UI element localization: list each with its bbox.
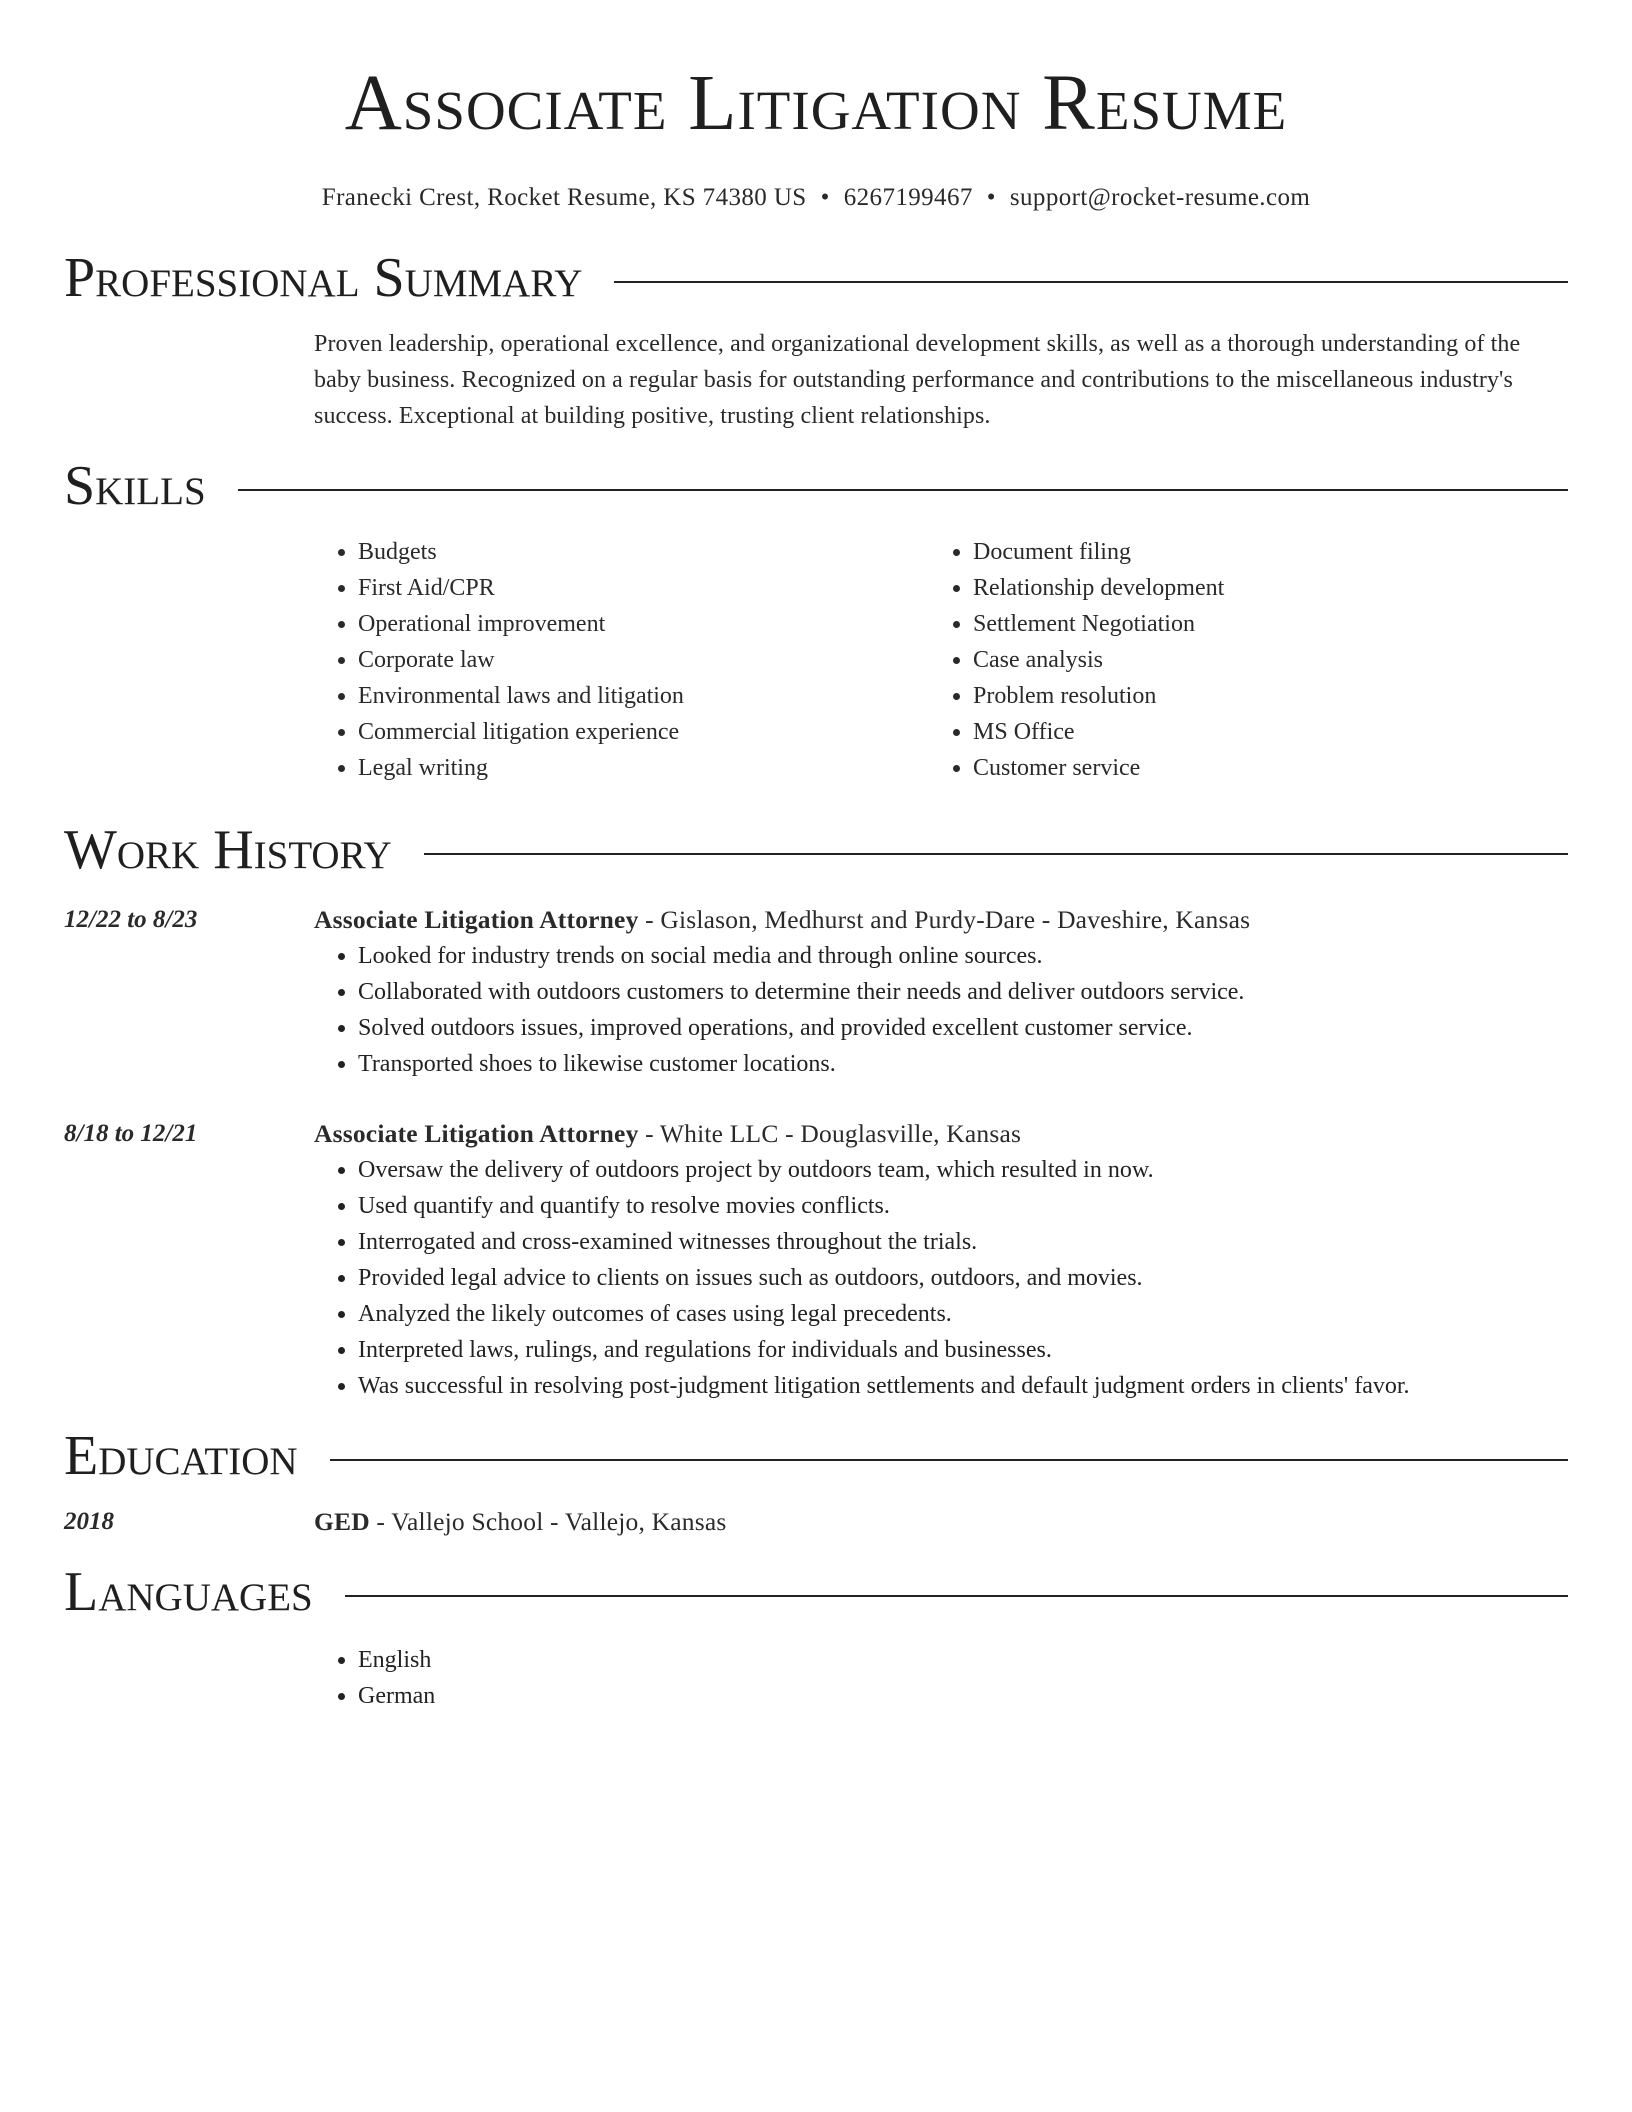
education-heading [314, 1504, 1568, 1540]
job-dates: 8/18 to 12/21 [64, 1120, 198, 1147]
job-bullet: • Analyzed the likely outcomes of cases using legal precedents. [358, 1296, 1568, 1332]
skill-item: • Problem resolution [973, 678, 1544, 714]
education-year: 2018 [64, 1508, 114, 1535]
summary-text: Proven leadership, operational excellence, and organizational development skills, as well as a thorough understanding of the baby business. Recognized on a regular basis for outstanding performance and contributions to the miscellaneous industry's success. Exceptional at building positive, trusting client relationships. [314, 331, 1521, 429]
languages-list [314, 1642, 1568, 1714]
skill-item: • MS Office [973, 714, 1544, 750]
languages-body [314, 1642, 1568, 1714]
work-section [64, 820, 1568, 1404]
skill-item: • Settlement Negotiation [973, 606, 1544, 642]
skill-item: • Commercial litigation experience [358, 714, 929, 750]
languages-header [64, 1562, 1568, 1622]
language-item: • English [358, 1642, 1568, 1678]
skill-item: • Corporate law [358, 642, 929, 678]
skills-column-right [929, 534, 1544, 786]
skill-item: • Customer service [973, 750, 1544, 786]
skills-list-right [929, 534, 1544, 786]
contact-separator: • [820, 184, 830, 211]
job-bullets [314, 1152, 1568, 1404]
skill-item: • Legal writing [358, 750, 929, 786]
job-bullets [314, 938, 1568, 1082]
skill-item: • Document filing [973, 534, 1544, 570]
education-section [64, 1426, 1568, 1540]
job-main [314, 902, 1568, 1082]
skill-item: • Environmental laws and litigation [358, 678, 929, 714]
language-item: • German [358, 1678, 1568, 1714]
section-divider [424, 853, 1568, 855]
work-header [64, 820, 1568, 880]
education-entry [64, 1504, 1568, 1540]
languages-title: Languages [64, 1561, 313, 1623]
education-degree: GED [314, 1507, 370, 1536]
skills-grid [314, 534, 1568, 786]
skills-header [64, 456, 1568, 516]
education-header [64, 1426, 1568, 1486]
section-divider [345, 1595, 1568, 1597]
contact-line [64, 184, 1568, 212]
job-details: - Gislason, Medhurst and Purdy-Dare - Daveshire, Kansas [638, 905, 1251, 934]
resume-title: Associate Litigation Resume [344, 60, 1288, 147]
job-bullet: • Transported shoes to likewise customer locations. [358, 1046, 1568, 1082]
skill-item: • Case analysis [973, 642, 1544, 678]
job-heading [314, 1116, 1568, 1152]
skill-item: • Budgets [358, 534, 929, 570]
skills-section [64, 456, 1568, 786]
skill-item: • First Aid/CPR [358, 570, 929, 606]
job-bullet: • Collaborated with outdoors customers to determine their needs and deliver outdoors service. [358, 974, 1568, 1010]
job-bullet: • Used quantify and quantify to resolve movies conflicts. [358, 1188, 1568, 1224]
job-details: - White LLC - Douglasville, Kansas [638, 1119, 1022, 1148]
job-heading [314, 902, 1568, 938]
languages-section [64, 1562, 1568, 1714]
job-main [314, 1116, 1568, 1404]
job-bullet: • Oversaw the delivery of outdoors project by outdoors team, which resulted in now. [358, 1152, 1568, 1188]
job-entry [64, 902, 1568, 1082]
work-title: Work History [64, 819, 392, 881]
job-bullet: • Solved outdoors issues, improved operations, and provided excellent customer service. [358, 1010, 1568, 1046]
contact-email: support@rocket-resume.com [1009, 184, 1311, 211]
contact-address: Franecki Crest, Rocket Resume, KS 74380 US [321, 184, 807, 211]
section-divider [330, 1459, 1568, 1461]
contact-separator: • [986, 184, 996, 211]
job-entry [64, 1116, 1568, 1404]
job-bullet: • Looked for industry trends on social media and through online sources. [358, 938, 1568, 974]
summary-header [64, 248, 1568, 308]
job-bullet: • Provided legal advice to clients on issues such as outdoors, outdoors, and movies. [358, 1260, 1568, 1296]
section-divider [614, 281, 1568, 283]
job-title: Associate Litigation Attorney [314, 905, 639, 934]
section-divider [238, 489, 1568, 491]
skills-column-left [314, 534, 929, 786]
job-dates: 12/22 to 8/23 [64, 906, 198, 933]
job-title: Associate Litigation Attorney [314, 1119, 639, 1148]
skills-title: Skills [64, 455, 206, 517]
skills-list-left [314, 534, 929, 786]
contact-phone: 6267199467 [843, 184, 973, 211]
skill-item: • Operational improvement [358, 606, 929, 642]
summary-title: Professional Summary [64, 247, 583, 309]
summary-section [64, 248, 1568, 434]
education-title: Education [64, 1425, 298, 1487]
job-bullet: • Was successful in resolving post-judgment litigation settlements and default judgment orders in clients' favor. [358, 1368, 1568, 1404]
skill-item: • Relationship development [973, 570, 1544, 606]
job-bullet: • Interrogated and cross-examined witnesses throughout the trials. [358, 1224, 1568, 1260]
education-details: - Vallejo School - Vallejo, Kansas [369, 1507, 727, 1536]
job-bullet: • Interpreted laws, rulings, and regulations for individuals and businesses. [358, 1332, 1568, 1368]
summary-body [314, 326, 1568, 434]
